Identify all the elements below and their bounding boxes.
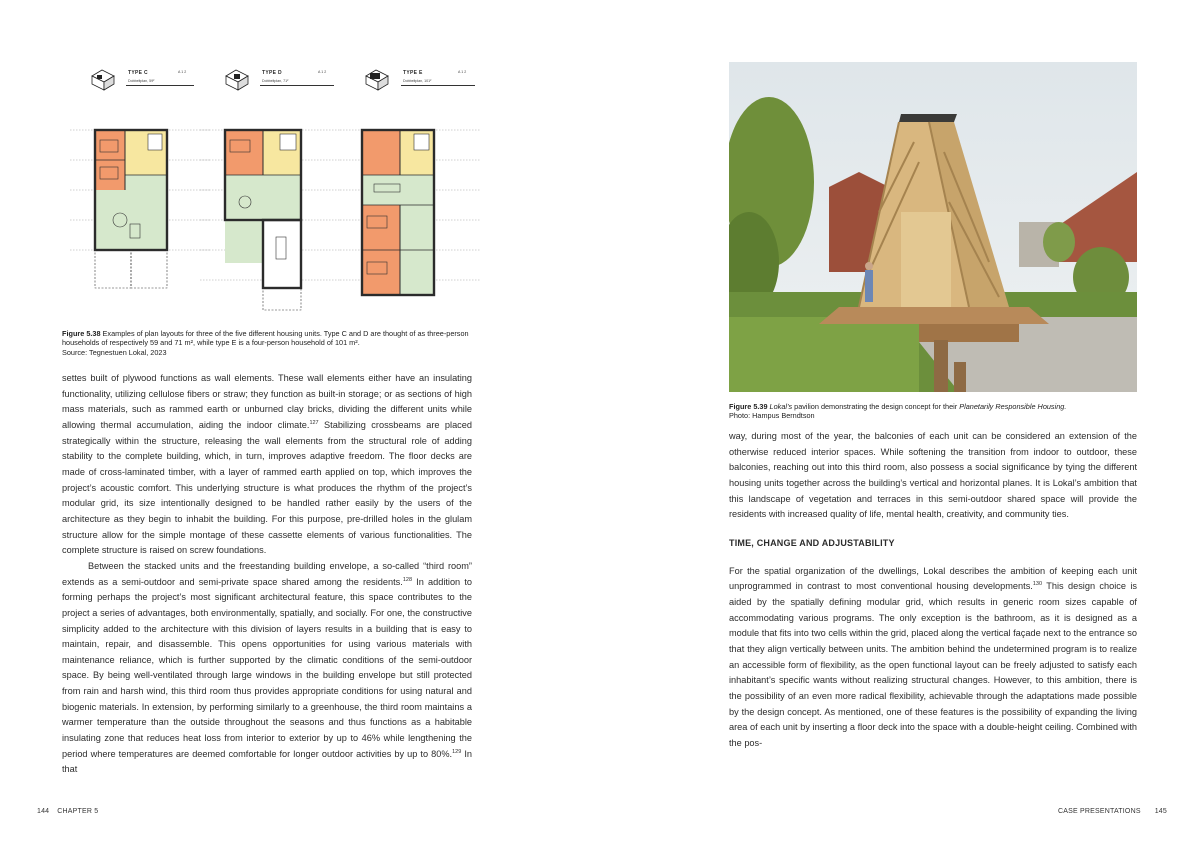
plan-scale-label: A 1 2 — [318, 70, 327, 74]
plan-scale-label: A 1 2 — [178, 70, 187, 74]
floor-plan-c — [60, 112, 210, 302]
chapter-label: CHAPTER 5 — [57, 808, 99, 815]
plan-area-label: Dobbeltplan, 59² — [128, 79, 155, 83]
footnote-ref: 128 — [402, 576, 413, 583]
figure-label: Figure 5.39 — [729, 402, 768, 411]
footnote-ref: 127 — [309, 419, 319, 426]
figure-5-39-caption: Figure 5.39 Lokal’s pavilion demonstrating the design concept for their Planetarily Responsible Housing. Photo: Hampus Berndtson — [729, 402, 1067, 421]
page-number: 144 — [37, 808, 50, 815]
footnote-ref: 129 — [452, 748, 462, 755]
page-number: 145 — [1154, 808, 1167, 815]
floor-plan-d — [200, 112, 340, 302]
plan-type-label: TYPE E — [403, 70, 423, 76]
right-page-footer — [1058, 808, 1167, 815]
photo-credit: Photo: Hampus Berndtson — [729, 411, 815, 421]
axonometric-icon — [88, 64, 118, 92]
section-heading: TIME, CHANGE AND ADJUSTABILITY — [729, 537, 895, 548]
plan-layouts-figure — [60, 62, 480, 327]
plan-area-label: Dobbeltplan, 101² — [403, 79, 432, 83]
figure-label: Figure 5.38 — [62, 329, 101, 338]
plan-area-label: Dobbeltplan, 71² — [262, 79, 289, 83]
caption-text: Examples of plan layouts for three of the five different housing units. Type C and D are thought of as three-person households of respectively 59 and 71 m², while type E is a four-person household of 101 m². — [62, 329, 469, 348]
left-page-footer — [37, 808, 98, 815]
axonometric-icon — [222, 64, 252, 92]
caption-source: Source: Tegnestuen Lokal, 2023 — [62, 347, 167, 357]
left-body-text: settes built of plywood functions as wall elements. These wall elements either have an insulating functionality, utilizing cellulose fibers or straw; they function as built-in storage; or as sections of high mass materials, such as rammed earth or unburned clay bricks, dividing the different units while allowing thermal accumulation, aiding the indoor climate.$^{127}$ Stabilizing crossbeams are placed strategically within the structure, releasing the wall elements from the structural role of adding stability to the complete building, which, in turn, improves adaptive freedom. The floor decks are made of cross-laminated timber, with a layer of rammed earth applied on top, which improves the project’s acoustic comfort. This underlying structure is what produces the rhythm of the project’s modular grid, its size intentionally designed to be handled rather easily by the users of the architecture as they begin to inhabit the building. For this purpose, pre-drilled holes in the glulam structure allow for the simple montage of these cassette elements of various functionalities. The complete structure is raised on screw foundations. Between the stacked units and the freestanding building envelope, a so-called “third room” extends as a semi-outdoor and semi-private space shared among the residents.$^{128}$ In addition to forming perhaps the project’s most significant architectural feature, this space contributes to the project a series of advantages, both environmentally, spatially, and socially. For one, the constructive simplicity added to the architecture with this division of layers results in a building that is easy to maintain, repair, and disassemble. This opens opportunities for using various materials with maintenance reliance, which is further supported by the climatic conditions of the semi-outdoor space. By being well-ventilated through large windows in the building envelope but still protected from rain and harsh wind, this third room thus provides appropriate conditions for using natural and biogenic materials. In extension, by performing similarly to a greenhouse, the third room maintains a warmer temperature than the outside throughout the seasons and thus functions as a habitable insulating zone that reduces heat loss from interior to exterior by up to 46% while lengthening the period where temperatures are deemed comfortable for longer outdoor activities by up to 80%.$^{129}$ In that — [62, 373, 472, 775]
floor-plan-e — [340, 112, 480, 302]
figure-5-38-caption — [62, 329, 474, 357]
right-page — [600, 0, 1200, 849]
right-body-text: way, during most of the year, the balconies of each unit can be considered an extension of the otherwise reduced interior spaces. While softening the transition from indoor to outdoor, these balconies, reaching out into this third room, also possess a social significance by tying the different housing units together across the building’s vertical and horizontal planes. It is Lokal’s ambition that this landscape of vegetation and terraces in this semi-outdoor shared space will provide the residents with increased quality of life, mental health, creativity, and community ties. TIME, CHANGE AND ADJUSTABILITY For the spatial organization of the dwellings, Lokal describes the ambition of keeping each unit unprogrammed in contrast to most conventional housing developments.$^{130}$ This design choice is aided by the spatially defining modular grid, which results in generic room sizes capable of accommodating various programs. The only exception is the bathroom, as it is designed as a module that fits into two cells within the grid, placed along the vertical façade next to the entrance so that they align vertically between units. The ambition behind the undetermined program is to realize an accessible form of flexibility, as the open functional layout can be freely adjusted to satisfy each inhabitant’s specific wants without realizing structural changes. However, to this ambition, there is the possibility of an even more radical flexibility, achievable through the adaptations made possible by the design concept. As mentioned, one of these features is the possibility of expanding the living area of each unit by inserting a floor deck into the space with a double-height ceiling. Combined with the pos- — [729, 431, 1137, 748]
plan-type-e — [340, 62, 480, 327]
footnote-ref: 130 — [1032, 581, 1043, 588]
plan-type-label: TYPE C — [128, 70, 148, 76]
plan-header — [200, 62, 350, 92]
section-label: CASE PRESENTATIONS — [1058, 808, 1141, 815]
plan-type-label: TYPE D — [262, 70, 282, 76]
plan-scale-label: A 1 2 — [458, 70, 467, 74]
plan-type-d — [200, 62, 340, 327]
plan-header — [60, 62, 210, 92]
axonometric-icon — [362, 64, 392, 92]
plan-header — [340, 62, 490, 92]
plan-type-c — [60, 62, 210, 327]
